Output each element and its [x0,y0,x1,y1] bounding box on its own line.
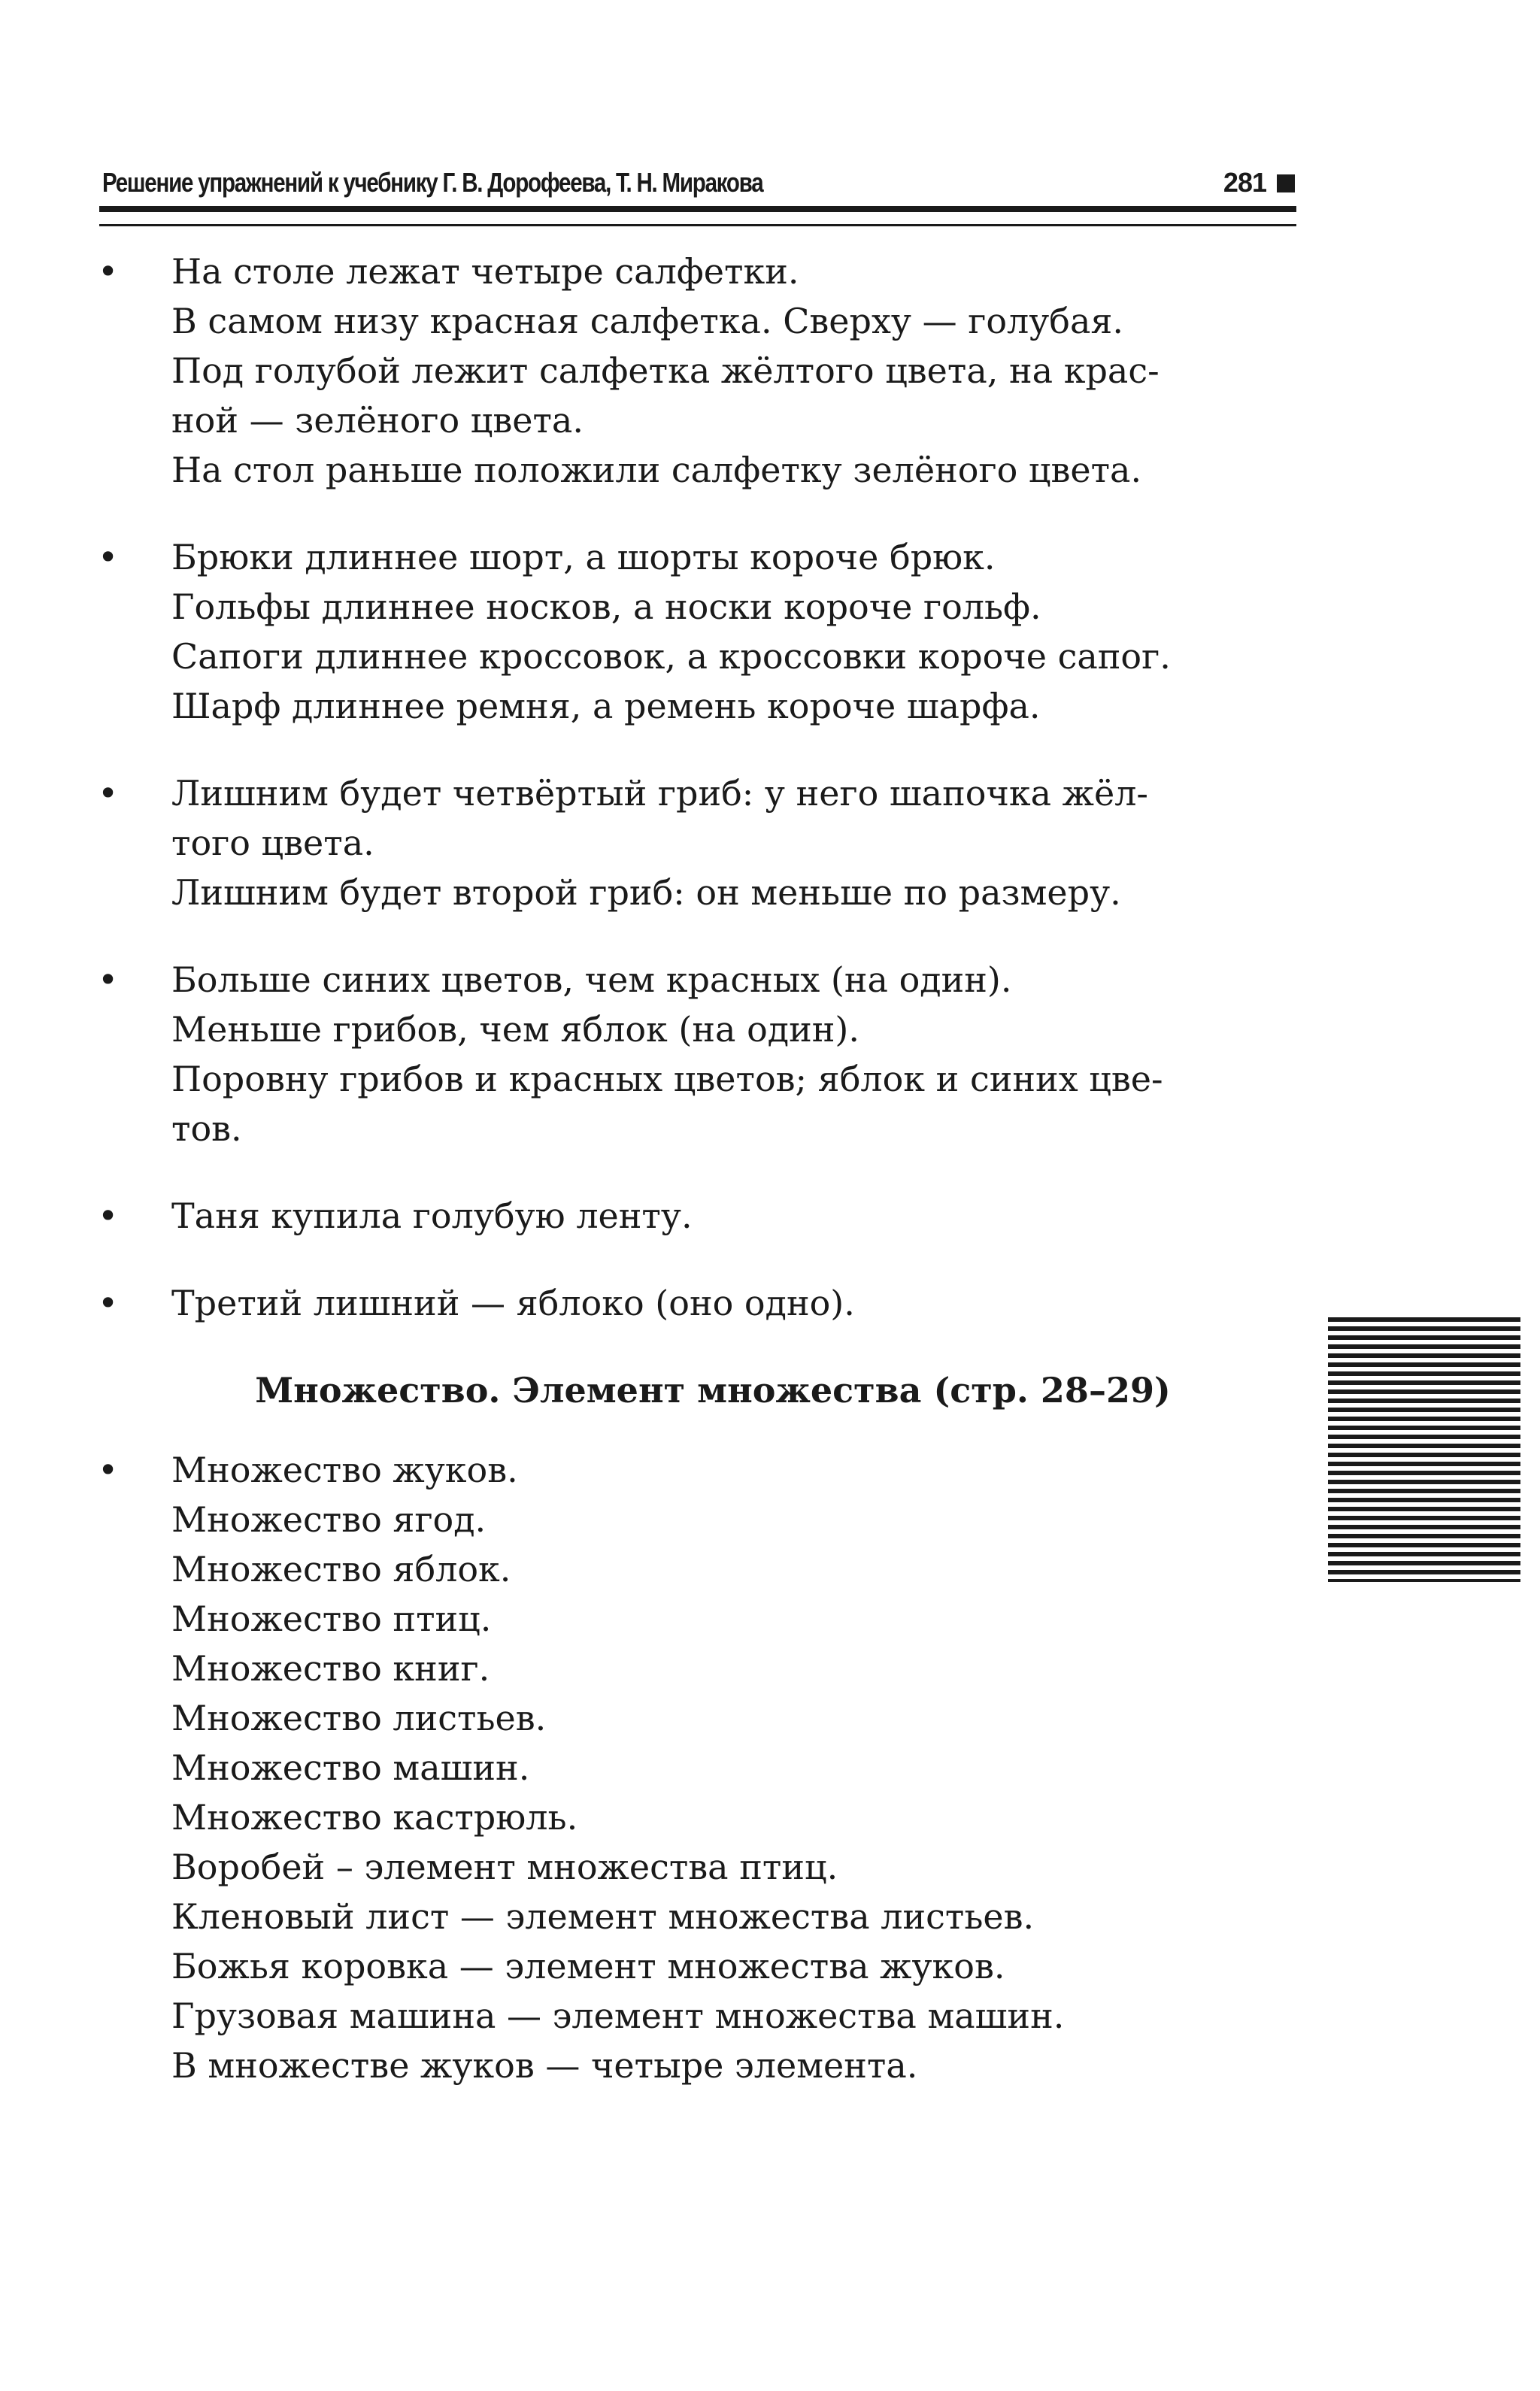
text-line: На стол раньше положили салфетку зелёного цвета. [171,450,1142,490]
text-line: Воробей – элемент множества птиц. [171,1847,838,1887]
text-line: Множество жуков. [171,1450,518,1490]
text-line: тов. [171,1108,242,1149]
text-line: Множество листьев. [171,1698,547,1738]
text-line: Кленовый лист — элемент множества листьев. [171,1896,1035,1937]
text-line: Гольфы длиннее носков, а носки короче гольф. [171,586,1041,627]
list-item [98,1191,1301,1241]
bullet-icon: • [98,1450,119,1490]
text-line: Шарф длиннее ремня, а ремень короче шарфа. [171,686,1041,726]
section-heading: Множество. Элемент множества (стр. 28–29) [255,1370,1171,1411]
list-item [98,1278,1301,1328]
page-number: 281 [1223,167,1266,198]
bullet-icon: • [98,1283,119,1323]
page-content [98,247,1301,2128]
text-line: Множество кастрюль. [171,1797,578,1838]
bullet-icon: • [98,959,119,1000]
text-line: На столе лежат четыре салфетки. [171,251,799,292]
text-line: В множестве жуков — четыре элемента. [171,2045,918,2086]
text-line: Множество ягод. [171,1499,487,1540]
header-rule-thin [99,224,1296,226]
running-header [99,164,1296,202]
running-header-title: Решение упражнений к учебнику Г. В. Дорофеева, Т. Н. Миракова [102,167,763,198]
text-line: Меньше грибов, чем яблок (на один). [171,1009,859,1050]
text-line: Сапоги длиннее кроссовок, а кроссовки короче сапог. [171,636,1171,677]
list-item [98,1445,1301,2090]
list-item [98,532,1301,731]
text-line: Брюки длиннее шорт, а шорты короче брюк. [171,537,996,577]
list-item [98,768,1301,917]
text-line: Лишним будет четвёртый гриб: у него шапочка жёл- [171,773,1148,814]
text-line: Третий лишний — яблоко (оно одно). [171,1283,855,1323]
text-line: ной — зелёного цвета. [171,400,584,441]
text-line: Лишним будет второй гриб: он меньше по размеру. [171,872,1121,913]
bullet-icon: • [98,773,119,814]
bullet-icon: • [98,537,119,577]
header-rule-thick [99,206,1296,212]
striped-thumb-tab [1328,1317,1520,1582]
text-line: Под голубой лежит салфетка жёлтого цвета, на крас- [171,350,1160,391]
text-line: В самом низу красная салфетка. Сверху — голубая. [171,301,1124,341]
list-item [98,955,1301,1153]
text-line: Множество яблок. [171,1549,511,1589]
text-line: Поровну грибов и красных цветов; яблок и синих цве- [171,1059,1163,1099]
answers-list [98,247,1301,1328]
bullet-icon: • [98,251,119,292]
set-answers-list [98,1445,1301,2090]
text-line: Множество птиц. [171,1599,492,1639]
text-line: Больше синих цветов, чем красных (на один). [171,959,1012,1000]
text-line: Множество машин. [171,1747,530,1788]
text-line: Таня купила голубую ленту. [171,1196,693,1236]
text-line: Божья коровка — элемент множества жуков. [171,1946,1005,1986]
text-line: Грузовая машина — элемент множества машин. [171,1996,1065,2036]
square-marker-icon [1277,174,1295,192]
text-line: Множество книг. [171,1648,490,1689]
bullet-icon: • [98,1196,119,1236]
list-item [98,247,1301,495]
text-line: того цвета. [171,823,374,863]
